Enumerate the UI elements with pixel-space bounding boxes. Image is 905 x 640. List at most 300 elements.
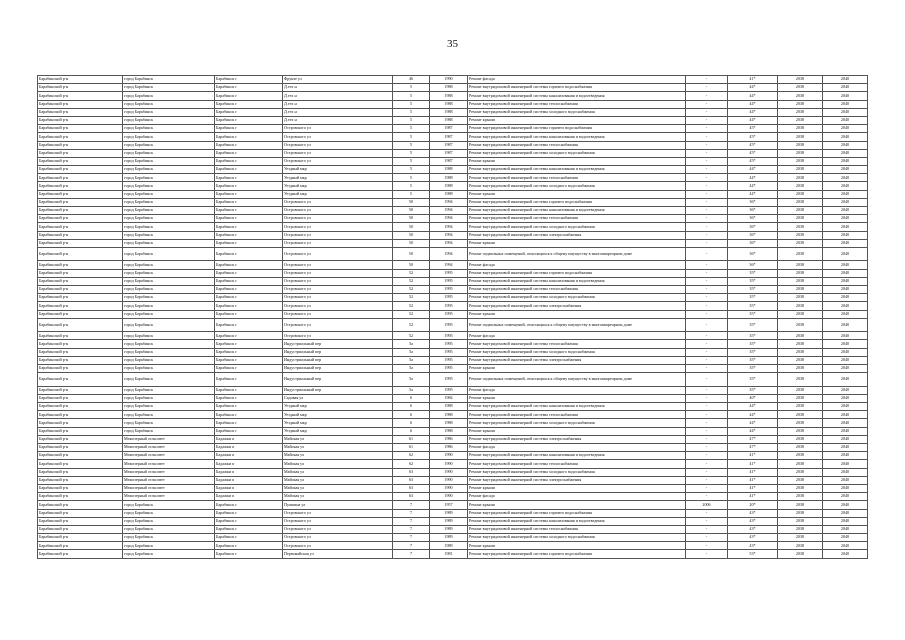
build-year-cell: 1990: [430, 493, 468, 501]
work-type-cell: Ремонт крыши: [468, 484, 686, 492]
table-row: [38, 294, 868, 302]
municipality-cell: город Барабинск: [123, 365, 215, 373]
build-year-cell: 1995: [430, 356, 468, 364]
build-year-cell: 1987: [430, 125, 468, 133]
settlement-cell: Барабинск г: [215, 348, 283, 356]
wear-percent-cell: 41*: [728, 476, 778, 484]
settlement-cell: Барабинск г: [215, 149, 283, 157]
plan-start-year-cell: 2038: [778, 174, 823, 182]
plan-end-year-cell: 2040: [823, 411, 868, 419]
wear-percent-cell: 36*: [728, 231, 778, 239]
table-row: [38, 166, 868, 174]
table-row: [38, 125, 868, 133]
table-row: [38, 198, 868, 206]
street-cell: Уездный мкр: [283, 166, 393, 174]
plan-start-year-cell: 2038: [778, 525, 823, 533]
house-number-cell: 5: [393, 149, 430, 157]
plan-start-year-cell: 2038: [778, 476, 823, 484]
municipality-cell: город Барабинск: [123, 294, 215, 302]
plan-end-year-cell: 2040: [823, 149, 868, 157]
district-cell: Барабинский р-н: [38, 403, 123, 411]
work-type-cell: Ремонт внутридомовой инженерной системы холодного водоснабжения: [468, 534, 686, 542]
plan-end-year-cell: 2040: [823, 476, 868, 484]
settlement-cell: Барабинск г: [215, 517, 283, 525]
street-cell: Островского ул: [283, 198, 393, 206]
settlement-cell: Барабинск г: [215, 231, 283, 239]
work-type-cell: Ремонт фасада: [468, 493, 686, 501]
plan-start-year-cell: 2038: [778, 332, 823, 340]
plan-end-year-cell: 2040: [823, 269, 868, 277]
plan-start-year-cell: 2038: [778, 133, 823, 141]
municipality-cell: город Барабинск: [123, 133, 215, 141]
municipality-cell: город Барабинск: [123, 174, 215, 182]
settlement-cell: Барабинск г: [215, 108, 283, 116]
work-type-cell: Ремонт внутридомовой инженерной системы электроснабжения: [468, 302, 686, 310]
settlement-cell: Бадажки п: [215, 493, 283, 501]
municipality-cell: город Барабинск: [123, 525, 215, 533]
build-year-cell: 1995: [430, 332, 468, 340]
last-repair-year-cell: -: [686, 198, 728, 206]
wear-percent-cell: 43*: [728, 517, 778, 525]
plan-end-year-cell: 2040: [823, 141, 868, 149]
wear-percent-cell: 44*: [728, 166, 778, 174]
build-year-cell: 1988: [430, 427, 468, 435]
last-repair-year-cell: -: [686, 356, 728, 364]
district-cell: Барабинский р-н: [38, 509, 123, 517]
table-row: [38, 468, 868, 476]
table-row: [38, 493, 868, 501]
district-cell: Барабинский р-н: [38, 174, 123, 182]
settlement-cell: Барабинск г: [215, 247, 283, 261]
build-year-cell: 1987: [430, 141, 468, 149]
street-cell: Майская ул: [283, 484, 393, 492]
last-repair-year-cell: -: [686, 239, 728, 247]
plan-start-year-cell: 2038: [778, 84, 823, 92]
settlement-cell: Барабинск г: [215, 411, 283, 419]
municipality-cell: город Барабинск: [123, 76, 215, 84]
house-number-cell: 5: [393, 190, 430, 198]
build-year-cell: 1994: [430, 198, 468, 206]
table-row: [38, 427, 868, 435]
settlement-cell: Барабинск г: [215, 550, 283, 558]
work-type-cell: Ремонт внутридомовой инженерной системы канализования и водоотведения: [468, 517, 686, 525]
settlement-cell: Барабинск г: [215, 215, 283, 223]
plan-end-year-cell: 2040: [823, 542, 868, 550]
plan-start-year-cell: 2038: [778, 452, 823, 460]
build-year-cell: 1995: [430, 373, 468, 387]
street-cell: Островского ул: [283, 332, 393, 340]
plan-start-year-cell: 2038: [778, 157, 823, 165]
municipality-cell: город Барабинск: [123, 231, 215, 239]
settlement-cell: Барабинск г: [215, 386, 283, 394]
work-type-cell: Ремонт крыши: [468, 394, 686, 402]
settlement-cell: Барабинск г: [215, 141, 283, 149]
table-row: [38, 318, 868, 332]
table-row: [38, 207, 868, 215]
plan-start-year-cell: 2038: [778, 534, 823, 542]
plan-start-year-cell: 2038: [778, 403, 823, 411]
plan-start-year-cell: 2038: [778, 348, 823, 356]
municipality-cell: город Барабинск: [123, 550, 215, 558]
plan-end-year-cell: 2040: [823, 460, 868, 468]
house-number-cell: 5а: [393, 373, 430, 387]
wear-percent-cell: 35*: [728, 318, 778, 332]
district-cell: Барабинский р-н: [38, 365, 123, 373]
last-repair-year-cell: -: [686, 534, 728, 542]
municipality-cell: город Барабинск: [123, 92, 215, 100]
house-number-cell: 6: [393, 394, 430, 402]
build-year-cell: 1990: [430, 460, 468, 468]
last-repair-year-cell: -: [686, 286, 728, 294]
house-number-cell: 63: [393, 493, 430, 501]
house-number-cell: 62: [393, 460, 430, 468]
municipality-cell: город Барабинск: [123, 427, 215, 435]
street-cell: Островского ул: [283, 207, 393, 215]
table-row: [38, 356, 868, 364]
street-cell: Индустриальный пер: [283, 365, 393, 373]
municipality-cell: город Барабинск: [123, 182, 215, 190]
plan-end-year-cell: 2040: [823, 182, 868, 190]
house-number-cell: 5: [393, 166, 430, 174]
district-cell: Барабинский р-н: [38, 452, 123, 460]
settlement-cell: Барабинск г: [215, 373, 283, 387]
build-year-cell: 1988: [430, 403, 468, 411]
wear-percent-cell: 47*: [728, 444, 778, 452]
house-number-cell: 7: [393, 550, 430, 558]
plan-end-year-cell: 2040: [823, 509, 868, 517]
house-number-cell: 50: [393, 198, 430, 206]
house-number-cell: 62: [393, 452, 430, 460]
plan-end-year-cell: 2040: [823, 215, 868, 223]
table-row: [38, 550, 868, 558]
street-cell: Островского ул: [283, 261, 393, 269]
municipality-cell: Межозерный сельсовет: [123, 484, 215, 492]
build-year-cell: 1995: [430, 365, 468, 373]
work-type-cell: Ремонт внутридомовой инженерной системы теплоснабжения: [468, 215, 686, 223]
wear-percent-cell: 36*: [728, 239, 778, 247]
build-year-cell: 1990: [430, 452, 468, 460]
build-year-cell: 1994: [430, 215, 468, 223]
settlement-cell: Барабинск г: [215, 509, 283, 517]
table-row: [38, 534, 868, 542]
work-type-cell: Ремонт подвальных помещений, относящихся к общему имуществу в многоквартирном доме: [468, 373, 686, 387]
municipality-cell: город Барабинск: [123, 517, 215, 525]
district-cell: Барабинский р-н: [38, 215, 123, 223]
district-cell: Барабинский р-н: [38, 542, 123, 550]
district-cell: Барабинский р-н: [38, 198, 123, 206]
settlement-cell: Барабинск г: [215, 100, 283, 108]
district-cell: Барабинский р-н: [38, 76, 123, 84]
wear-percent-cell: 35*: [728, 373, 778, 387]
street-cell: Индустриальный пер: [283, 356, 393, 364]
house-number-cell: 6: [393, 403, 430, 411]
plan-start-year-cell: 2038: [778, 215, 823, 223]
house-number-cell: 5: [393, 100, 430, 108]
build-year-cell: 1988: [430, 411, 468, 419]
district-cell: Барабинский р-н: [38, 476, 123, 484]
house-number-cell: 5: [393, 133, 430, 141]
table-row: [38, 373, 868, 387]
table-row: [38, 141, 868, 149]
work-type-cell: Ремонт внутридомовой инженерной системы холодного водоснабжения: [468, 419, 686, 427]
plan-end-year-cell: 2040: [823, 100, 868, 108]
plan-end-year-cell: 2040: [823, 125, 868, 133]
district-cell: Барабинский р-н: [38, 386, 123, 394]
build-year-cell: 1957: [430, 501, 468, 509]
house-number-cell: 5: [393, 92, 430, 100]
last-repair-year-cell: -: [686, 386, 728, 394]
wear-percent-cell: 45*: [728, 157, 778, 165]
district-cell: Барабинский р-н: [38, 133, 123, 141]
street-cell: Островского ул: [283, 223, 393, 231]
table-row: [38, 84, 868, 92]
last-repair-year-cell: -: [686, 125, 728, 133]
district-cell: Барабинский р-н: [38, 182, 123, 190]
table-row: [38, 277, 868, 285]
last-repair-year-cell: -: [686, 310, 728, 318]
last-repair-year-cell: -: [686, 542, 728, 550]
build-year-cell: 1990: [430, 76, 468, 84]
work-type-cell: Ремонт внутридомовой инженерной системы электроснабжения: [468, 476, 686, 484]
street-cell: Островского ул: [283, 302, 393, 310]
settlement-cell: Барабинск г: [215, 174, 283, 182]
settlement-cell: Барабинск г: [215, 356, 283, 364]
house-number-cell: 50: [393, 223, 430, 231]
last-repair-year-cell: -: [686, 166, 728, 174]
house-number-cell: 50: [393, 215, 430, 223]
house-number-cell: 5: [393, 116, 430, 124]
plan-start-year-cell: 2038: [778, 116, 823, 124]
district-cell: Барабинский р-н: [38, 550, 123, 558]
municipality-cell: город Барабинск: [123, 261, 215, 269]
district-cell: Барабинский р-н: [38, 444, 123, 452]
house-number-cell: 7: [393, 509, 430, 517]
last-repair-year-cell: -: [686, 509, 728, 517]
district-cell: Барабинский р-н: [38, 92, 123, 100]
plan-start-year-cell: 2038: [778, 460, 823, 468]
build-year-cell: 1987: [430, 149, 468, 157]
street-cell: Уездный мкр: [283, 427, 393, 435]
street-cell: Индустриальный пер: [283, 348, 393, 356]
work-type-cell: Ремонт внутридомовой инженерной системы электроснабжения: [468, 231, 686, 239]
street-cell: Островского ул: [283, 141, 393, 149]
wear-percent-cell: 44*: [728, 182, 778, 190]
settlement-cell: Барабинск г: [215, 525, 283, 533]
settlement-cell: Барабинск г: [215, 76, 283, 84]
settlement-cell: Барабинск г: [215, 302, 283, 310]
table-row: [38, 100, 868, 108]
municipality-cell: город Барабинск: [123, 84, 215, 92]
house-number-cell: 5а: [393, 365, 430, 373]
last-repair-year-cell: -: [686, 277, 728, 285]
table-row: [38, 149, 868, 157]
work-type-cell: Ремонт внутридомовой инженерной системы теплоснабжения: [468, 340, 686, 348]
district-cell: Барабинский р-н: [38, 157, 123, 165]
wear-percent-cell: 45*: [728, 125, 778, 133]
municipality-cell: Межозерный сельсовет: [123, 476, 215, 484]
table-row: [38, 247, 868, 261]
street-cell: Островского ул: [283, 534, 393, 542]
build-year-cell: 1995: [430, 310, 468, 318]
municipality-cell: Межозерный сельсовет: [123, 493, 215, 501]
table-body: [38, 76, 868, 559]
plan-start-year-cell: 2038: [778, 386, 823, 394]
district-cell: Барабинский р-н: [38, 166, 123, 174]
street-cell: Д.тех н: [283, 108, 393, 116]
house-number-cell: 52: [393, 310, 430, 318]
wear-percent-cell: 35*: [728, 340, 778, 348]
municipality-cell: город Барабинск: [123, 198, 215, 206]
house-number-cell: 5: [393, 108, 430, 116]
last-repair-year-cell: -: [686, 476, 728, 484]
settlement-cell: Барабинск г: [215, 403, 283, 411]
work-type-cell: Ремонт подвальных помещений, относящихся к общему имуществу в многоквартирном доме: [468, 318, 686, 332]
street-cell: Островского ул: [283, 231, 393, 239]
table-row: [38, 419, 868, 427]
work-type-cell: Ремонт внутридомовой инженерной системы теплоснабжения: [468, 525, 686, 533]
plan-end-year-cell: 2040: [823, 198, 868, 206]
last-repair-year-cell: -: [686, 100, 728, 108]
district-cell: Барабинский р-н: [38, 468, 123, 476]
last-repair-year-cell: -: [686, 190, 728, 198]
plan-end-year-cell: 2040: [823, 239, 868, 247]
street-cell: Майская ул: [283, 476, 393, 484]
wear-percent-cell: 43*: [728, 542, 778, 550]
work-type-cell: Ремонт фасада: [468, 261, 686, 269]
last-repair-year-cell: -: [686, 332, 728, 340]
municipality-cell: город Барабинск: [123, 190, 215, 198]
district-cell: Барабинский р-н: [38, 484, 123, 492]
plan-start-year-cell: 2038: [778, 125, 823, 133]
district-cell: Барабинский р-н: [38, 493, 123, 501]
work-type-cell: Ремонт внутридомовой инженерной системы теплоснабжения: [468, 100, 686, 108]
settlement-cell: Барабинск г: [215, 133, 283, 141]
district-cell: Барабинский р-н: [38, 286, 123, 294]
last-repair-year-cell: -: [686, 247, 728, 261]
last-repair-year-cell: -: [686, 269, 728, 277]
house-number-cell: 5: [393, 84, 430, 92]
house-number-cell: 50: [393, 231, 430, 239]
last-repair-year-cell: -: [686, 348, 728, 356]
street-cell: Островского ул: [283, 542, 393, 550]
plan-start-year-cell: 2038: [778, 286, 823, 294]
settlement-cell: Барабинск г: [215, 166, 283, 174]
build-year-cell: 1988: [430, 166, 468, 174]
table-row: [38, 108, 868, 116]
wear-percent-cell: 40*: [728, 394, 778, 402]
plan-start-year-cell: 2038: [778, 542, 823, 550]
wear-percent-cell: 45*: [728, 141, 778, 149]
street-cell: Майская ул: [283, 435, 393, 443]
house-number-cell: 6: [393, 411, 430, 419]
last-repair-year-cell: -: [686, 493, 728, 501]
house-number-cell: 63: [393, 476, 430, 484]
settlement-cell: Барабинск г: [215, 419, 283, 427]
wear-percent-cell: 35*: [728, 286, 778, 294]
table-row: [38, 452, 868, 460]
build-year-cell: 1986: [430, 435, 468, 443]
district-cell: Барабинский р-н: [38, 394, 123, 402]
municipality-cell: город Барабинск: [123, 247, 215, 261]
plan-end-year-cell: 2040: [823, 166, 868, 174]
build-year-cell: 1986: [430, 444, 468, 452]
build-year-cell: 1988: [430, 190, 468, 198]
table-row: [38, 476, 868, 484]
house-number-cell: 61: [393, 435, 430, 443]
build-year-cell: 1995: [430, 277, 468, 285]
plan-start-year-cell: 2038: [778, 141, 823, 149]
house-number-cell: 46: [393, 76, 430, 84]
work-type-cell: Ремонт внутридомовой инженерной системы теплоснабжения: [468, 141, 686, 149]
table-row: [38, 340, 868, 348]
settlement-cell: Бадажки п: [215, 452, 283, 460]
municipality-cell: город Барабинск: [123, 108, 215, 116]
house-number-cell: 6: [393, 427, 430, 435]
build-year-cell: 1995: [430, 302, 468, 310]
build-year-cell: 1994: [430, 261, 468, 269]
wear-percent-cell: 44*: [728, 411, 778, 419]
work-type-cell: Ремонт внутридомовой инженерной системы канализования и водоотведения: [468, 92, 686, 100]
build-year-cell: 1988: [430, 92, 468, 100]
last-repair-year-cell: -: [686, 411, 728, 419]
last-repair-year-cell: -: [686, 133, 728, 141]
plan-start-year-cell: 2038: [778, 294, 823, 302]
table-row: [38, 174, 868, 182]
municipality-cell: город Барабинск: [123, 157, 215, 165]
plan-end-year-cell: 2040: [823, 133, 868, 141]
municipality-cell: Межозерный сельсовет: [123, 468, 215, 476]
plan-start-year-cell: 2038: [778, 373, 823, 387]
wear-percent-cell: 36*: [728, 247, 778, 261]
work-type-cell: Ремонт крыши: [468, 310, 686, 318]
work-type-cell: Ремонт внутридомовой инженерной системы канализования и водоотведения: [468, 452, 686, 460]
street-cell: Уездный мкр: [283, 419, 393, 427]
last-repair-year-cell: -: [686, 419, 728, 427]
district-cell: Барабинский р-н: [38, 534, 123, 542]
district-cell: Барабинский р-н: [38, 411, 123, 419]
plan-end-year-cell: 2040: [823, 493, 868, 501]
house-number-cell: 5а: [393, 340, 430, 348]
municipality-cell: город Барабинск: [123, 149, 215, 157]
wear-percent-cell: 41*: [728, 493, 778, 501]
plan-start-year-cell: 2038: [778, 493, 823, 501]
plan-end-year-cell: 2040: [823, 444, 868, 452]
table-row: [38, 542, 868, 550]
district-cell: Барабинский р-н: [38, 356, 123, 364]
district-cell: Барабинский р-н: [38, 310, 123, 318]
build-year-cell: 1995: [430, 269, 468, 277]
street-cell: Островского ул: [283, 215, 393, 223]
build-year-cell: 1984: [430, 394, 468, 402]
plan-end-year-cell: 2040: [823, 92, 868, 100]
wear-percent-cell: 35*: [728, 386, 778, 394]
plan-end-year-cell: 2040: [823, 157, 868, 165]
wear-percent-cell: 45*: [728, 149, 778, 157]
district-cell: Барабинский р-н: [38, 84, 123, 92]
district-cell: Барабинский р-н: [38, 125, 123, 133]
build-year-cell: 1994: [430, 207, 468, 215]
municipality-cell: город Барабинск: [123, 302, 215, 310]
work-type-cell: Ремонт крыши: [468, 427, 686, 435]
build-year-cell: 1988: [430, 182, 468, 190]
table-row: [38, 239, 868, 247]
district-cell: Барабинский р-н: [38, 294, 123, 302]
last-repair-year-cell: -: [686, 365, 728, 373]
settlement-cell: Барабинск г: [215, 394, 283, 402]
table-row: [38, 501, 868, 509]
last-repair-year-cell: -: [686, 141, 728, 149]
house-number-cell: 7: [393, 525, 430, 533]
